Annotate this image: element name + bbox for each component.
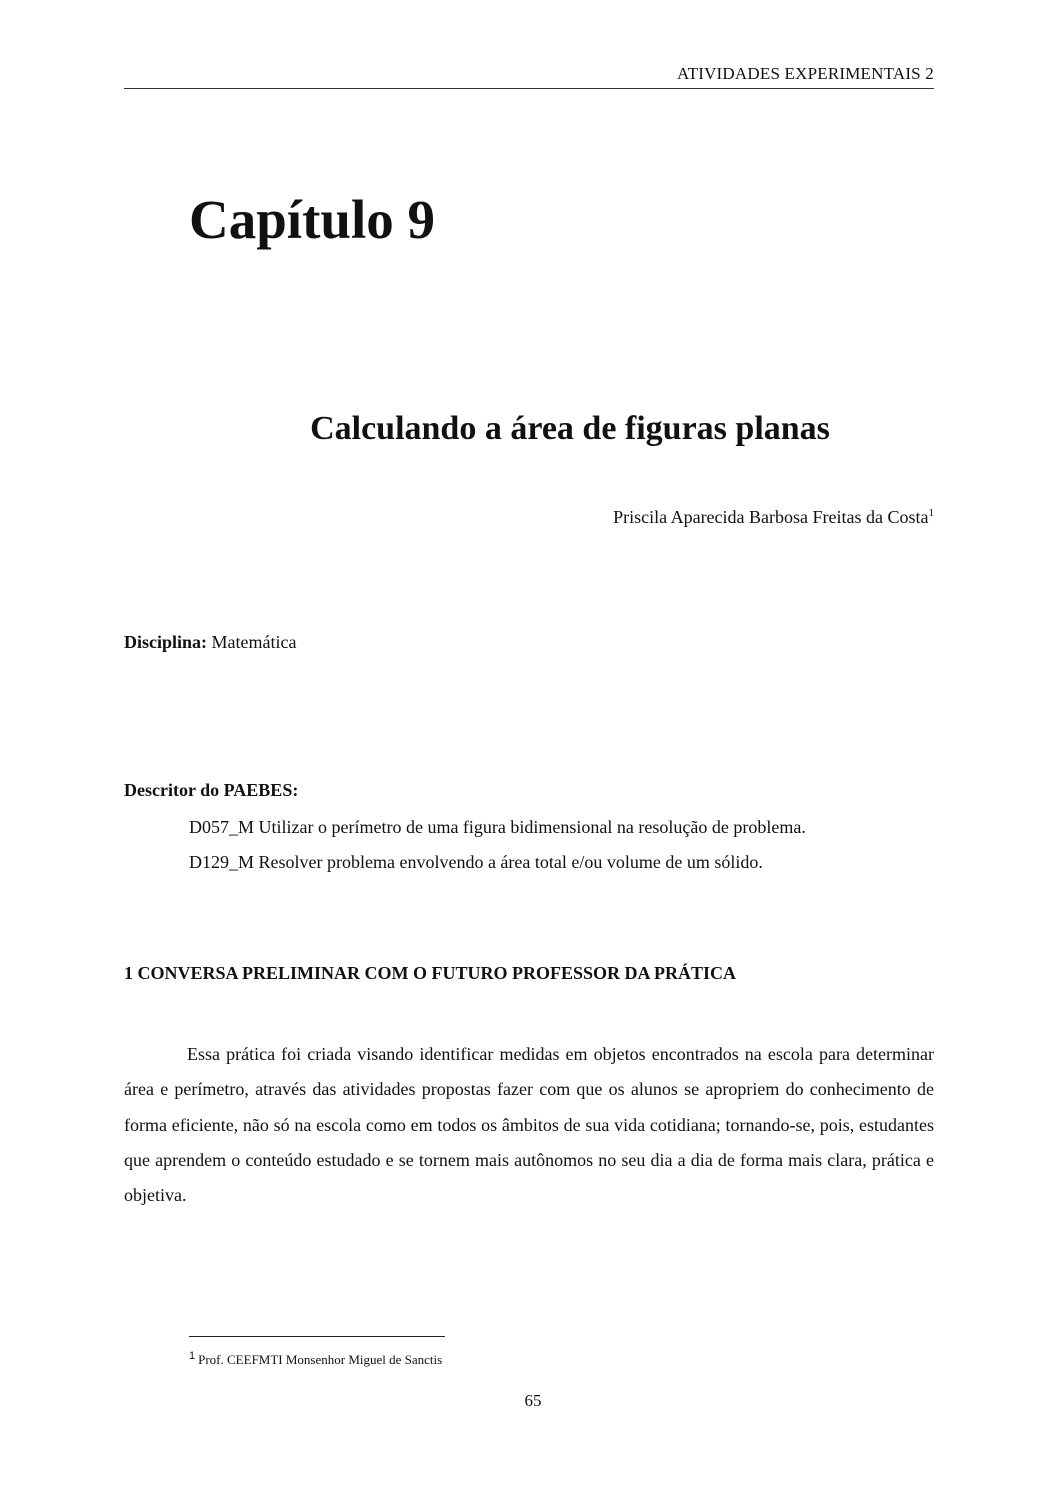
descriptor-heading: Descritor do PAEBES: (124, 780, 299, 800)
discipline-line (124, 632, 296, 653)
page-number: 65 (524, 1391, 542, 1410)
author-name: Priscila Aparecida Barbosa Freitas da Costa (613, 507, 929, 527)
descriptor-item: D129_M Resolver problema envolvendo a área total e/ou volume de um sólido. (189, 852, 763, 872)
discipline-value: Matemática (211, 632, 297, 652)
author-footnote-mark: 1 (928, 507, 934, 519)
descriptor-item: D057_M Utilizar o perímetro de uma figura bidimensional na resolução de problema. (189, 817, 806, 837)
discipline-label: Disciplina: (124, 632, 208, 652)
header-divider (124, 88, 934, 89)
footnote (189, 1350, 442, 1368)
footnote-text: Prof. CEEFMTI Monsenhor Miguel de Sanctis (198, 1352, 443, 1367)
footnote-marker: 1 (189, 1350, 196, 1362)
running-header: ATIVIDADES EXPERIMENTAIS 2 (677, 64, 934, 83)
article-title: Calculando a área de figuras planas (310, 410, 830, 447)
author-line (124, 507, 934, 528)
chapter-title: Capítulo 9 (189, 189, 436, 250)
body-paragraph: Essa prática foi criada visando identificar medidas em objetos encontrados na escola para determinar área e perímetro, através das atividades propostas fazer com que os alunos se apropriem do conhecimento de forma eficiente, não só na escola como em todos os âmbitos de sua vida cotidiana; tornando-se, pois, estudantes que aprendem o conteúdo estudado e se tornem mais autônomos no seu dia a dia de forma mais clara, prática e objetiva. (124, 1044, 934, 1206)
section-heading: 1 CONVERSA PRELIMINAR COM O FUTURO PROFESSOR DA PRÁTICA (124, 963, 737, 983)
footnote-divider (189, 1336, 445, 1337)
